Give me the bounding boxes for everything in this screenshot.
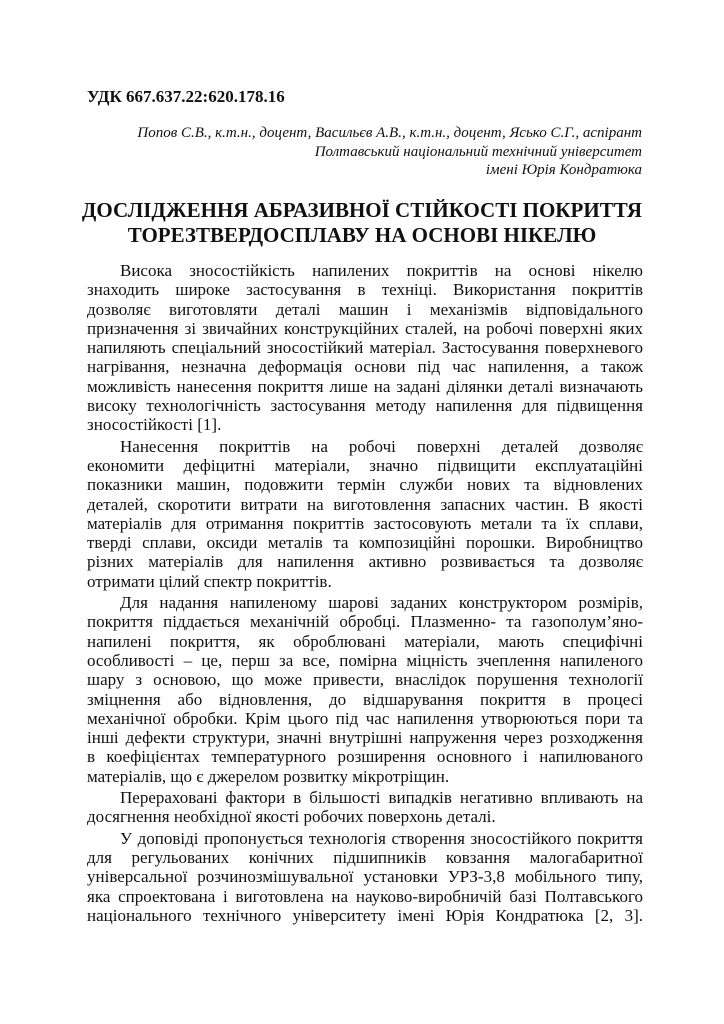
authors-block (137, 124, 642, 180)
paragraph (87, 261, 643, 435)
title-line: ТОРЕЗТВЕРДОСПЛАВУ НА ОСНОВІ НІКЕЛЮ (127, 223, 597, 247)
paragraph (87, 593, 643, 786)
article-body (87, 261, 643, 927)
paragraph-line: У доповіді пропонується технологія створення зносостійкого покриття (120, 828, 643, 848)
paragraph-line: показники машин, подовжити термін служби нових та відновлених (87, 475, 643, 495)
paragraph-line: досягнення необхідної якості робочих поверхонь деталі. (87, 807, 496, 827)
paragraph-line: отримати цілий спектр покриттів. (87, 571, 332, 591)
paragraph-line: знаходить широке застосування в техніці. Використання покриттів (87, 280, 643, 300)
paragraph-line: матеріалів для отримання покриттів застосовують метали та їх сплави, (87, 513, 643, 533)
paragraph-line: механічної обробки. Крім цього під час напилення утворюються пори та (87, 708, 643, 728)
paragraph-line: для регульованих конічних підшипників ковзання малогабаритної (87, 847, 643, 867)
paragraph-line: національного технічного університету імені Юрія Кондратюка [2, 3]. (87, 905, 643, 925)
paragraph-line: Для надання напиленому шарові заданих конструктором розмірів, (120, 593, 643, 613)
article-title (60, 198, 664, 248)
paragraph-line: тверді сплави, оксиди металів та композиційні порошки. Виробництво (87, 533, 643, 553)
paragraph-line: напилені покриття, як оброблювані матеріали, мають специфічні (87, 631, 643, 651)
paragraph-line: зміцнення або відновлення, до відшарування покриття в процесі (87, 689, 643, 709)
paragraph-line: яка спроектована і виготовлена на науково-виробничій базі Полтавського (87, 886, 643, 906)
paragraph-line: різних матеріалів для напилення активно розвивається та дозволяє (87, 552, 643, 572)
affiliation-line: Полтавський національний технічний університет (314, 143, 642, 160)
authors-line: Попов С.В., к.т.н., доцент, Васильєв А.В., к.т.н., доцент, Ясько С.Г., аспірант (137, 125, 642, 141)
paragraph-line: можливість нанесення покриття лише на задані ділянки деталі визначають (87, 376, 643, 396)
paragraph (87, 788, 643, 827)
paragraph-line: Нанесення покриттів на робочі поверхні деталей дозволяє (120, 436, 643, 456)
paragraph-line: Висока зносостійкість напилених покриттів на основі нікелю (120, 261, 643, 280)
paragraph-line: нагрівання, незначна деформація основи під час напилення, а також (87, 357, 643, 377)
paragraph-line: деталей, скоротити витрати на виготовлення запасних частин. В якості (87, 494, 643, 514)
paragraph-line: дозволяє виготовляти деталі машин і механізмів відповідального (87, 299, 643, 319)
paragraph (87, 437, 643, 591)
paragraph-line: універсальної розчинозмішувальної установки УРЗ-3,8 мобільного типу, (87, 867, 643, 887)
udk-code: УДК 667.637.22:620.178.16 (87, 87, 285, 106)
paragraph-line: високу технологічність застосування методу напилення для підвищення (87, 396, 643, 416)
affiliation-line: імені Юрія Кондратюка (485, 162, 642, 178)
paragraph-line: матеріалів, що є джерелом розвитку мікротріщин. (87, 766, 450, 786)
paragraph-line: зносостійкості [1]. (87, 415, 222, 435)
paragraph-line: Перераховані фактори в більшості випадків негативно впливають на (120, 788, 643, 808)
title-line: ДОСЛІДЖЕННЯ АБРАЗИВНОЇ СТІЙКОСТІ ПОКРИТТЯ (81, 198, 643, 222)
paragraph (87, 829, 643, 925)
paragraph-line: економити дефіцитні матеріали, значно підвищити експлуатаційні (87, 455, 643, 475)
paragraph-line: напиляють спеціальний зносостійкий матеріал. Застосування поверхневого (87, 338, 643, 358)
paragraph-line: призначення зі звичайних конструкційних сталей, на робочі поверхні яких (87, 318, 643, 338)
paragraph-line: покриття піддається механічній обробці. Плазменно- та газополум’яно- (87, 612, 643, 632)
paragraph-line: особливості – це, перш за все, помірна міцність зчеплення напиленого (87, 650, 643, 670)
paragraph-line: інші дефекти структури, значні внутрішні напруження через розходження (87, 728, 643, 748)
paragraph-line: шару з основою, що може привести, внаслідок порушення технології (87, 670, 643, 690)
paragraph-line: в коефіцієнтах температурного розширення основного і напилюваного (87, 747, 643, 767)
